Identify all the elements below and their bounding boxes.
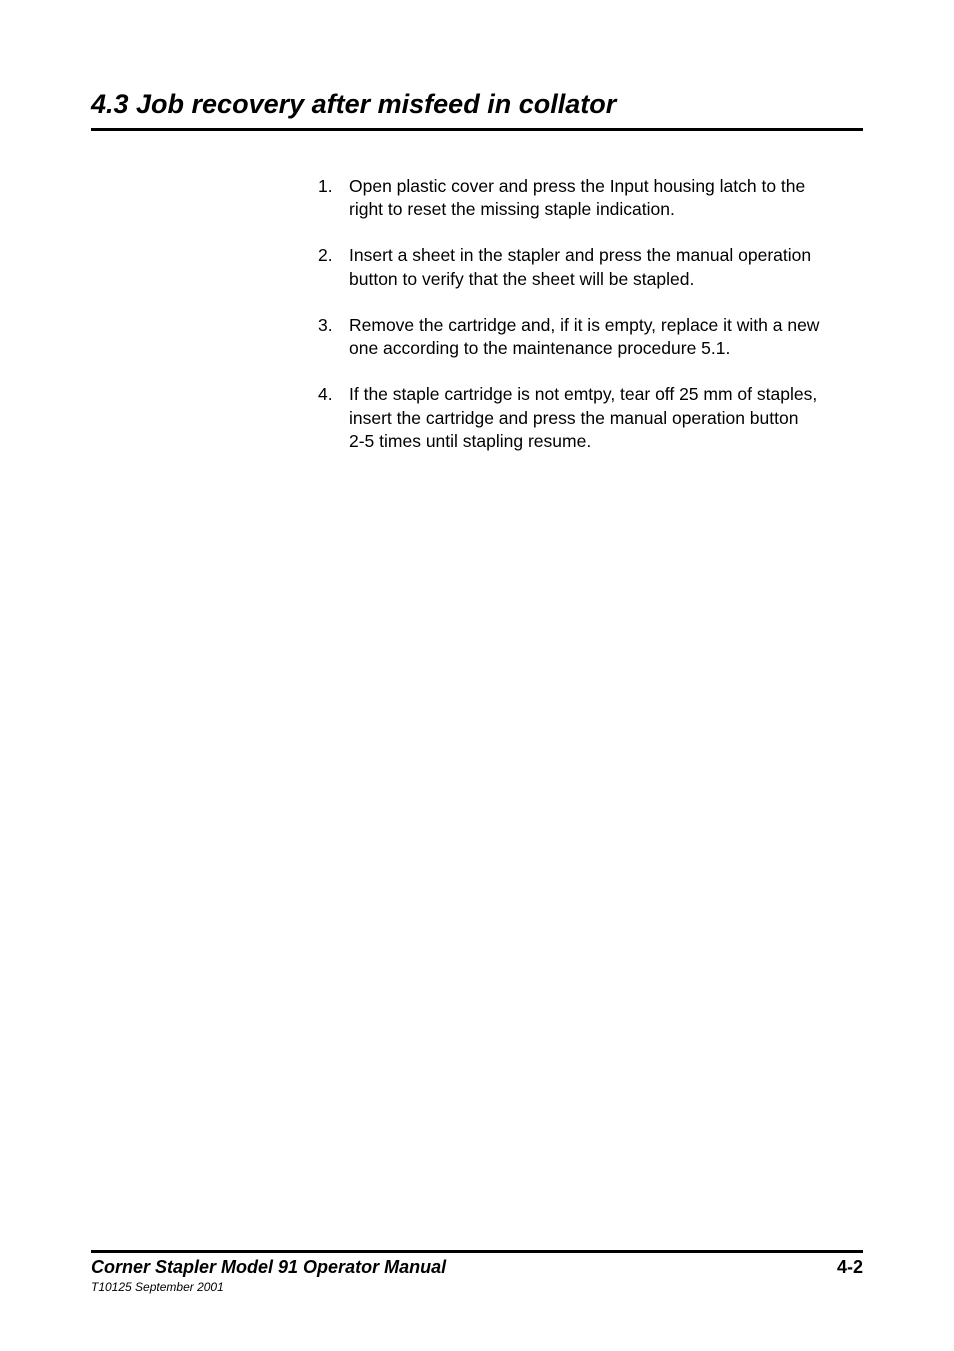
footer-page-number: 4-2	[836, 1257, 863, 1277]
step-text-line: Open plastic cover and press the Input housing latch to the	[349, 176, 806, 196]
footer-rule	[91, 1250, 863, 1253]
footer-manual-title: Corner Stapler Model 91 Operator Manual	[91, 1257, 447, 1277]
step-text-line: right to reset the missing staple indication.	[349, 199, 675, 220]
step-text-line: Insert a sheet in the stapler and press the manual operation	[349, 245, 812, 266]
section-title: 4.3 Job recovery after misfeed in collator	[91, 89, 617, 119]
step-item	[318, 244, 863, 291]
step-number: 3.	[318, 314, 333, 335]
step-text-line: If the staple cartridge is not emtpy, tear off 25 mm of staples,	[349, 384, 818, 405]
step-number: 2.	[318, 245, 333, 266]
procedure-steps	[318, 175, 863, 476]
step-item	[318, 175, 863, 222]
step-text-line: 2-5 times until stapling resume.	[349, 431, 592, 452]
step-text-line: insert the cartridge and press the manual operation button	[349, 407, 799, 428]
step-text-line: one according to the maintenance procedure 5.1.	[349, 338, 731, 359]
step-item	[318, 314, 863, 361]
step-text-line: Remove the cartridge and, if it is empty, replace it with a new	[349, 314, 820, 335]
footer-doc-reference: T10125 September 2001	[91, 1280, 224, 1294]
step-item	[318, 383, 863, 453]
step-text-line: button to verify that the sheet will be stapled.	[349, 268, 695, 289]
title-rule	[91, 128, 863, 131]
step-number: 4.	[318, 384, 333, 405]
step-number: 1.	[318, 176, 333, 196]
